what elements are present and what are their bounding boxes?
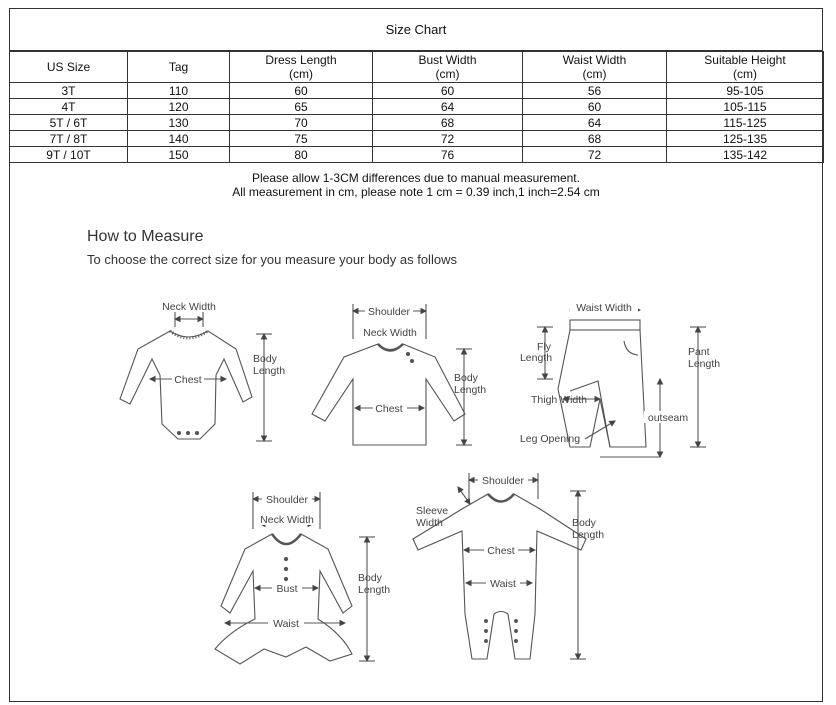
shirt-length-label-1: Body — [454, 372, 478, 384]
table-cell: 115-125 — [667, 115, 824, 131]
romper-length-label-2: Length — [572, 529, 605, 541]
table-cell: 9T / 10T — [10, 147, 128, 163]
table-cell: 95-105 — [667, 83, 824, 99]
table-cell: 3T — [10, 83, 128, 99]
table-cell: 56 — [523, 83, 667, 99]
table-cell: 60 — [523, 99, 667, 115]
table-cell: 150 — [128, 147, 230, 163]
dress-length-label-2: Length — [358, 584, 391, 596]
romper-sleeve-label-1: Sleeve — [416, 505, 449, 517]
dress-waist-label: Waist — [273, 618, 299, 630]
romper-length-label-1: Body — [572, 517, 596, 529]
pants-waist-label: Waist Width — [576, 302, 632, 314]
table-cell: 64 — [373, 99, 523, 115]
table-cell: 72 — [523, 147, 667, 163]
pants-fly-label-2: Length — [519, 352, 553, 364]
romper-waist-label: Waist — [490, 578, 516, 590]
romper-sleeve-label-2: Width — [416, 517, 443, 529]
size-chart-frame — [9, 8, 823, 702]
table-cell: 135-142 — [667, 147, 824, 163]
pants-length-label-2: Length — [688, 358, 721, 370]
table-cell: 125-135 — [667, 131, 824, 147]
bodysuit-length-label-1: Body — [253, 353, 277, 365]
table-cell: 105-115 — [667, 99, 824, 115]
dress-shoulder-label: Shoulder — [265, 494, 309, 506]
bodysuit-length-label-2: Length — [253, 365, 286, 377]
shirt-length-label-2: Length — [454, 384, 487, 396]
pants-length-label-1: Pant — [688, 346, 710, 358]
pants-fly-label-1: Fly — [537, 341, 551, 353]
table-cell: 64 — [523, 115, 667, 131]
note-line-1: Please allow 1-3CM differences due to manual measurement. — [252, 171, 580, 185]
table-cell: 68 — [373, 115, 523, 131]
table-cell: 60 — [230, 83, 373, 99]
header-suitable-height: Suitable Height (cm) — [667, 52, 824, 83]
romper-chest-label: Chest — [487, 545, 515, 557]
header-us-size: US Size — [10, 52, 128, 83]
dress-bust-label: Bust — [276, 583, 298, 595]
table-cell: 70 — [230, 115, 373, 131]
shirt-diagram — [312, 304, 472, 445]
measurement-diagrams — [10, 9, 824, 703]
bodysuit-chest-label: Chest — [174, 374, 202, 386]
size-chart-title: Size Chart — [10, 9, 822, 51]
dress-neck-label: Neck Width — [260, 514, 314, 526]
table-cell: 76 — [373, 147, 523, 163]
how-to-measure-subtitle: To choose the correct size for you measure your body as follows — [87, 252, 457, 267]
how-to-measure-title: How to Measure — [87, 228, 204, 245]
shirt-neck-label: Neck Width — [363, 327, 417, 339]
table-cell: 68 — [523, 131, 667, 147]
table-cell: 130 — [128, 115, 230, 131]
romper-shoulder-label: Shoulder — [481, 475, 525, 487]
pants-leg-opening-label: Leg Opening — [519, 433, 581, 445]
table-cell: 65 — [230, 99, 373, 115]
shirt-chest-label: Chest — [375, 403, 403, 415]
header-tag: Tag — [128, 52, 230, 83]
bodysuit-neck-label: Neck Width — [162, 301, 216, 313]
romper-diagram — [413, 473, 586, 659]
table-cell: 120 — [128, 99, 230, 115]
table-cell: 110 — [128, 83, 230, 99]
header-bust-width: Bust Width (cm) — [373, 52, 523, 83]
table-cell: 4T — [10, 99, 128, 115]
table-cell: 60 — [373, 83, 523, 99]
table-cell: 72 — [373, 131, 523, 147]
table-cell: 75 — [230, 131, 373, 147]
shirt-shoulder-label: Shoulder — [367, 306, 411, 318]
table-cell: 80 — [230, 147, 373, 163]
table-cell: 5T / 6T — [10, 115, 128, 131]
table-cell: 7T / 8T — [10, 131, 128, 147]
header-waist-width: Waist Width (cm) — [523, 52, 667, 83]
pants-thigh-label: Thigh Width — [530, 394, 588, 406]
pants-outseam-label: outseam — [647, 412, 689, 424]
note-line-2: All measurement in cm, please note 1 cm = 0.39 inch,1 inch=2.54 cm — [232, 185, 600, 199]
table-cell: 140 — [128, 131, 230, 147]
dress-length-label-1: Body — [358, 572, 382, 584]
header-dress-length: Dress Length (cm) — [230, 52, 373, 83]
